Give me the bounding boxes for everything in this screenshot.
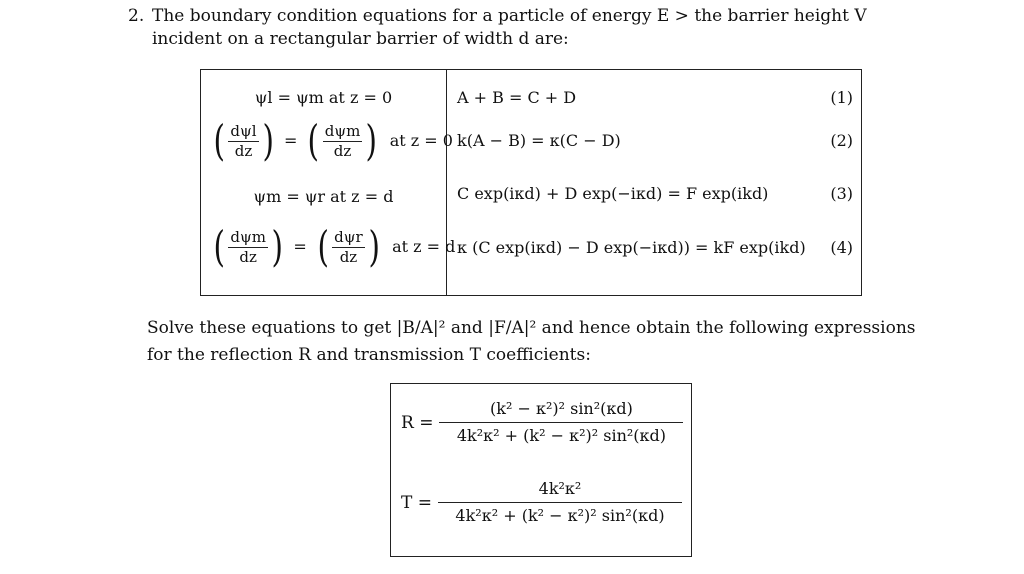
equation-number-1: (1): [830, 88, 853, 107]
equation-3: C exp(iκd) + D exp(−iκd) = F exp(ikd): [457, 184, 769, 203]
deriv-numerator: dψr: [334, 227, 363, 246]
reflection-lhs: R =: [401, 412, 434, 433]
deriv-numerator: dψm: [324, 121, 361, 140]
equation-1: A + B = C + D: [457, 88, 577, 107]
condition-location-4: at z = d: [392, 237, 456, 256]
derivative-left-4: ( $\frac{\text{dψm}}{dz}$ ): [213, 222, 283, 271]
reflection-formula: [401, 398, 683, 447]
boundary-condition-table: [200, 69, 862, 296]
equals-sign: =: [283, 131, 298, 150]
deriv-numerator: dψl: [230, 121, 257, 140]
derivative-left-2: ( $\frac{\text{dψl}}{dz}$ ): [213, 116, 274, 165]
condition-location-2: at z = 0: [389, 131, 453, 150]
condition-2: [211, 116, 453, 165]
deriv-denominator: dz: [239, 247, 257, 266]
transmission-denominator: 4k²κ² + (k² − κ²)² sin²(κd): [455, 506, 665, 525]
solve-instruction: [147, 315, 947, 369]
condition-1: ψl = ψm at z = 0: [254, 88, 393, 107]
deriv-numerator: dψm: [230, 227, 266, 246]
problem-number: 2.: [128, 6, 145, 26]
problem-line-2: incident on a rectangular barrier of width d are:: [152, 29, 569, 49]
derivative-right-4: ( $\frac{\text{dψr}}{dz}$ ): [317, 222, 380, 271]
transmission-lhs: T =: [401, 492, 432, 513]
solve-line-2: for the reflection R and transmission T coefficients:: [147, 345, 591, 365]
derivative-right-2: ( $\frac{\text{dψm}}{dz}$ ): [307, 116, 378, 165]
reflection-numerator: (k² − κ²)² sin²(κd): [439, 398, 683, 423]
equation-number-2: (2): [830, 131, 853, 150]
transmission-fraction: [438, 478, 682, 527]
problem-line-1: The boundary condition equations for a particle of energy E > the barrier height V: [152, 6, 867, 26]
deriv-denominator: dz: [339, 247, 358, 266]
transmission-numerator: 4k²κ²: [438, 478, 682, 503]
solve-line-1: Solve these equations to get |B/A|² and |F/A|² and hence obtain the following expressions: [147, 318, 916, 338]
deriv-denominator: dz: [234, 141, 253, 160]
problem-statement: [128, 5, 988, 51]
equation-4: κ (C exp(iκd) − D exp(−iκd)) = kF exp(ikd): [457, 238, 806, 257]
transmission-formula: [401, 478, 682, 527]
coefficients-box: [390, 383, 692, 557]
equals-sign: =: [293, 237, 307, 256]
reflection-denominator: 4k²κ² + (k² − κ²)² sin²(κd): [456, 426, 667, 445]
equation-number-3: (3): [830, 184, 853, 203]
condition-4: [211, 222, 456, 271]
equation-number-4: (4): [830, 238, 853, 257]
reflection-fraction: [439, 398, 683, 447]
equation-2: k(A − B) = κ(C − D): [457, 131, 621, 150]
condition-3: ψm = ψr at z = d: [253, 187, 394, 206]
deriv-denominator: dz: [333, 141, 352, 160]
